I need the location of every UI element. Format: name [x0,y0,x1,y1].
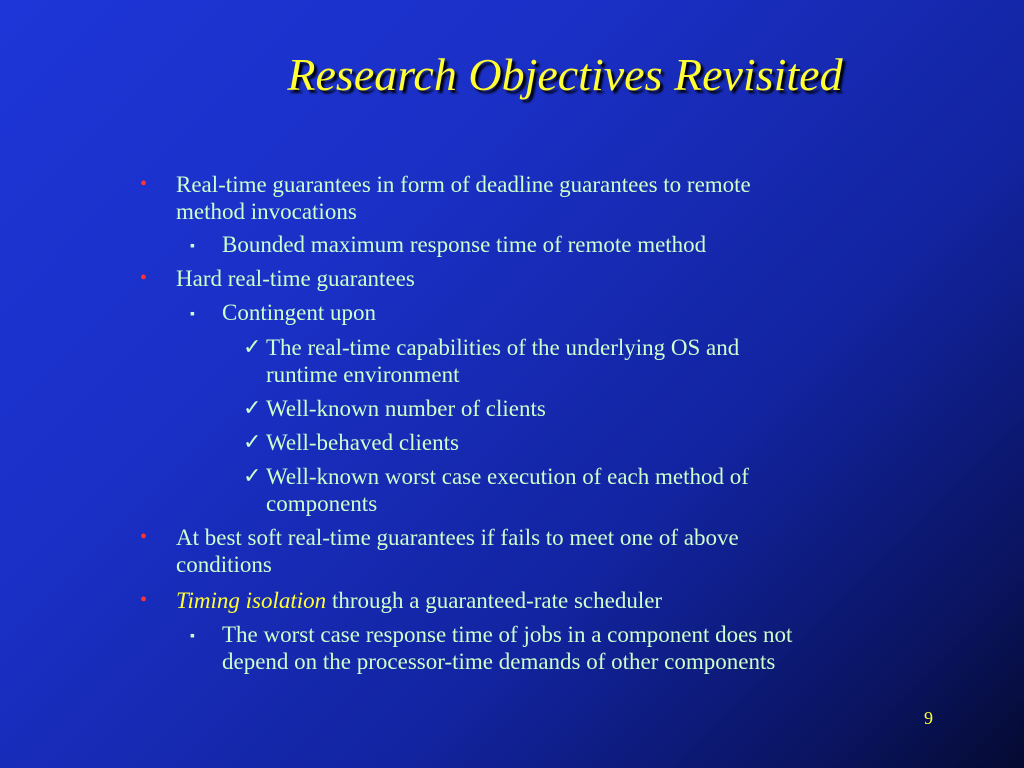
emphasis-text: Timing isolation [176,588,327,613]
check-text-line: Well-known number of clients [266,396,546,421]
sub-bullet-text-line: depend on the processor-time demands of other components [222,649,776,674]
square-bullet-icon: ▪ [190,307,195,322]
check-text-line: The real-time capabilities of the underlying OS and [266,335,740,360]
page-number: 9 [924,708,933,728]
slide-title: Research Objectives Revisited [287,49,843,100]
sub-bullet-text-line: Bounded maximum response time of remote method [222,232,707,257]
check-text-line: components [266,491,378,516]
sub-bullet-text-line: Contingent upon [222,300,376,325]
bullet-text-line: At best soft real-time guarantees if fails to meet one of above [176,525,739,550]
square-bullet-icon: ▪ [190,239,195,254]
bullet-icon: • [140,589,148,611]
checkmark-icon: ✓ [243,463,262,488]
checkmark-icon: ✓ [243,429,262,454]
bullet-text-line: method invocations [176,199,357,224]
checkmark-icon: ✓ [243,334,262,359]
bullet-icon: • [140,173,148,195]
check-text-line: runtime environment [266,362,460,387]
square-bullet-icon: ▪ [190,629,195,644]
bullet-icon: • [140,526,148,548]
check-text-line: Well-behaved clients [266,430,459,455]
bullet-text-line: Hard real-time guarantees [176,266,415,291]
checkmark-icon: ✓ [243,395,262,420]
check-text-line: Well-known worst case execution of each method of [266,464,749,489]
bullet-text: through a guaranteed-rate scheduler [326,588,663,613]
bullet-icon: • [140,267,148,289]
sub-bullet-text-line: The worst case response time of jobs in a component does not [222,622,793,647]
bullet-text-line: Real-time guarantees in form of deadline guarantees to remote [176,172,751,197]
bullet-text-line: conditions [176,552,272,577]
